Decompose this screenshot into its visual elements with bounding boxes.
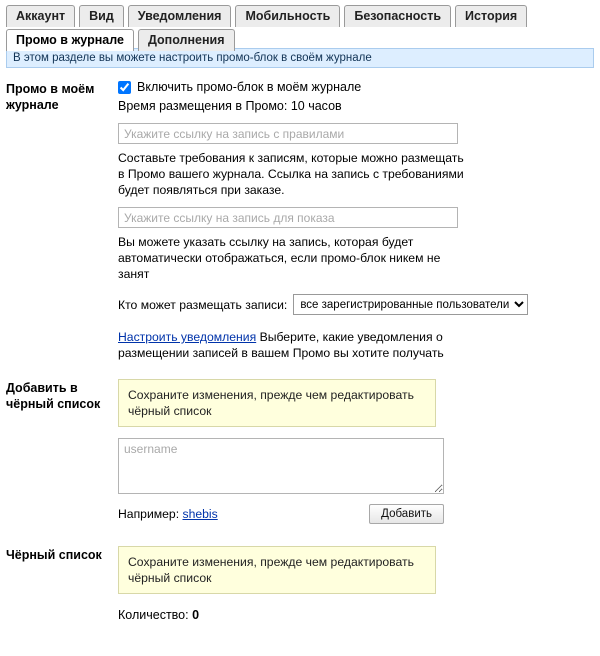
tab-mobility[interactable]: Мобильность [235, 5, 340, 27]
tab-history[interactable]: История [455, 5, 527, 27]
settings-content [0, 68, 600, 622]
promo-enable-checkbox[interactable] [118, 81, 131, 94]
add-blacklist-section [6, 379, 594, 524]
blacklist-example-user-link[interactable]: shebis [182, 507, 218, 521]
add-blacklist-label: Добавить в чёрный список [6, 381, 101, 411]
promo-section-body [110, 80, 594, 361]
tab-promo-in-journal[interactable]: Промо в журнале [6, 29, 134, 51]
promo-show-help: Вы можете указать ссылку на запись, которая будет автоматически отображаться, если промо-блок никем не занят [118, 235, 441, 281]
promo-show-url-input[interactable] [118, 207, 458, 228]
blacklist-add-button[interactable]: Добавить [369, 504, 444, 524]
blacklist-count-row [118, 608, 594, 622]
blacklist-example-label: Например: [118, 507, 180, 521]
promo-who-select[interactable] [293, 294, 528, 315]
blacklist-example-row [118, 504, 444, 524]
promo-notify-row [118, 329, 468, 361]
promo-enable-row [118, 80, 594, 95]
promo-notify-settings-link[interactable]: Настроить уведомления [118, 330, 257, 344]
promo-notify-text: Выберите, какие уведомления о размещении записей в вашем Промо вы хотите получать [118, 330, 444, 360]
promo-rules-url-input[interactable] [118, 123, 458, 144]
tab-account[interactable]: Аккаунт [6, 5, 75, 27]
add-blacklist-body [110, 379, 594, 524]
promo-time-line: Время размещения в Промо: 10 часов [118, 99, 342, 113]
tab-security[interactable]: Безопасность [344, 5, 451, 27]
promo-section-label: Промо в моём журнале [6, 82, 95, 112]
blacklist-count-value: 0 [192, 608, 200, 622]
promo-who-label: Кто может размещать записи: [118, 297, 288, 312]
tab-bar [0, 0, 600, 46]
tab-row-secondary [6, 28, 600, 51]
blacklist-warning: Сохраните изменения, прежде чем редактировать чёрный список [118, 546, 436, 594]
blacklist-body [110, 546, 594, 622]
blacklist-label: Чёрный список [6, 548, 102, 562]
promo-rules-help: Составьте требования к записям, которые можно размещать в Промо вашего журнала. Ссылка на запись с требованиями будет появляться при заказе. [118, 151, 464, 197]
promo-who-row [118, 294, 594, 315]
blacklist-count-label: Количество: [118, 608, 189, 622]
tab-extras[interactable]: Дополнения [138, 29, 235, 51]
add-blacklist-warning: Сохраните изменения, прежде чем редактировать чёрный список [118, 379, 436, 427]
tab-row-primary [6, 4, 600, 27]
blacklist-section [6, 546, 594, 622]
section-notice: В этом разделе вы можете настроить промо-блок в своём журнале [6, 48, 594, 68]
promo-enable-label: Включить промо-блок в моём журнале [137, 80, 362, 94]
promo-section [6, 80, 594, 361]
tab-view[interactable]: Вид [79, 5, 124, 27]
blacklist-username-textarea[interactable] [118, 438, 444, 494]
tab-notifications[interactable]: Уведомления [128, 5, 232, 27]
